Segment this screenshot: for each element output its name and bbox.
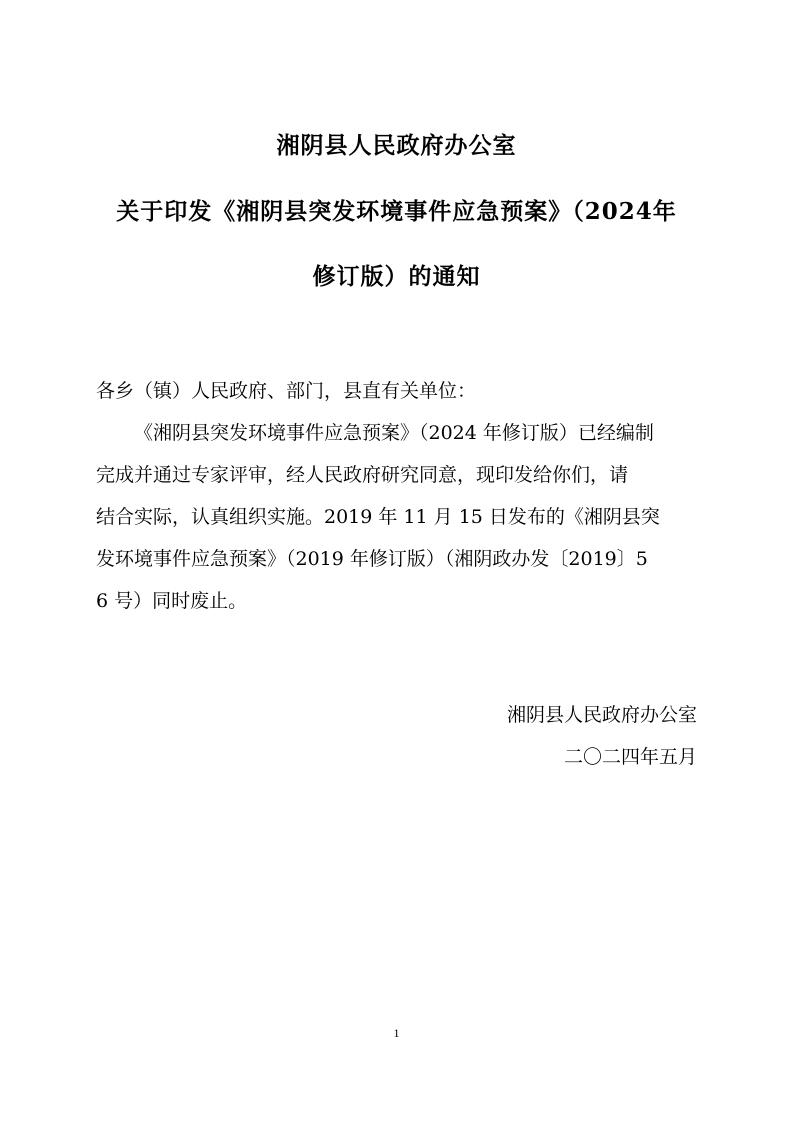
signature-date: 二〇二四年五月 bbox=[563, 746, 697, 768]
body-line-4: 发环境事件应急预案》（2019 年修订版）（湘阴政办发〔2019〕5 bbox=[96, 548, 648, 570]
document-title-line-3: 修订版）的通知 bbox=[312, 263, 481, 290]
body-line-3: 结合实际，认真组织实施。2019 年 11 月 15 日发布的《湘阴县突 bbox=[96, 506, 660, 528]
body-line-2: 完成并通过专家评审，经人民政府研究同意，现印发给你们，请 bbox=[96, 464, 629, 486]
body-line-1: 《湘阴县突发环境事件应急预案》（2024 年修订版）已经编制 bbox=[134, 422, 654, 444]
signature-organization: 湘阴县人民政府办公室 bbox=[506, 704, 697, 726]
body-line-5: 6 号）同时废止。 bbox=[96, 590, 248, 612]
document-title-line-2: 关于印发《湘阴县突发环境事件应急预案》（2024年 bbox=[116, 198, 677, 225]
page-number: 1 bbox=[393, 1026, 400, 1040]
salutation: 各乡（镇）人民政府、部门，县直有关单位： bbox=[96, 380, 477, 402]
document-title-line-1: 湘阴县人民政府办公室 bbox=[276, 132, 517, 159]
